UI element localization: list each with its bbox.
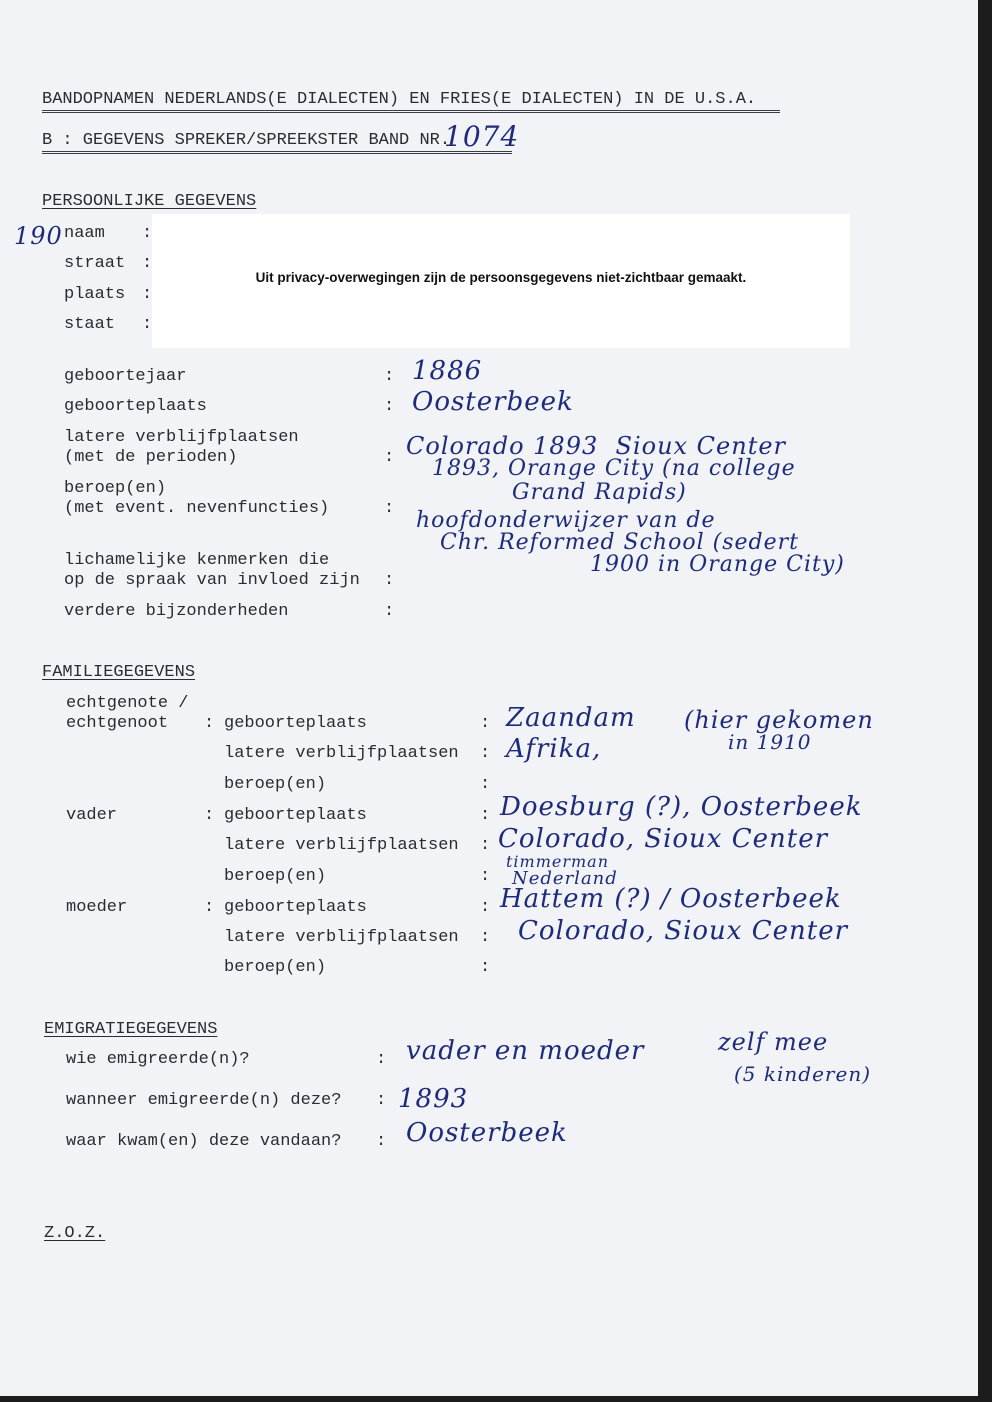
label-echtgenote: echtgenote / bbox=[66, 694, 189, 713]
colon: : bbox=[384, 571, 395, 590]
label-staat: staat bbox=[64, 315, 116, 334]
answer-wanneer: 1893 bbox=[398, 1084, 469, 1114]
father-geboorteplaats: Doesburg (?), Oosterbeek bbox=[500, 792, 863, 822]
value-beroep-line3: 1900 in Orange City) bbox=[590, 552, 845, 577]
question-wie: wie emigreerde(n)? bbox=[66, 1050, 250, 1069]
label-naam: naam bbox=[64, 224, 105, 243]
colon: : bbox=[376, 1091, 387, 1110]
father-beroep-line1: timmerman bbox=[506, 852, 610, 871]
label-kenmerken: lichamelijke kenmerken die bbox=[64, 551, 330, 570]
mother-field-beroep: beroep(en) bbox=[224, 958, 327, 977]
colon: : bbox=[480, 958, 491, 977]
label-verblijfplaatsen: latere verblijfplaatsen bbox=[64, 428, 299, 447]
colon: : bbox=[480, 806, 491, 825]
colon: : bbox=[204, 806, 215, 825]
value-geboorteplaats: Oosterbeek bbox=[412, 387, 574, 417]
colon: : bbox=[480, 898, 491, 917]
label-geboorteplaats: geboorteplaats bbox=[64, 397, 207, 416]
label-bijzonderheden: verdere bijzonderheden bbox=[64, 602, 289, 621]
label-echtgenoot: echtgenoot bbox=[66, 714, 169, 733]
colon: : bbox=[204, 714, 215, 733]
answer-wie-note-line2: (5 kinderen) bbox=[734, 1062, 871, 1086]
privacy-notice: Uit privacy-overwegingen zijn de persoonsgegevens niet-zichtbaar gemaakt. bbox=[255, 270, 747, 285]
value-verblijf-line2: 1893, Orange City (na college bbox=[432, 456, 796, 481]
spouse-note-line2: in 1910 bbox=[728, 730, 812, 754]
colon: : bbox=[142, 224, 153, 243]
mother-field-verblijf: latere verblijfplaatsen bbox=[224, 928, 459, 947]
label-nevenfuncties: (met event. nevenfuncties) bbox=[64, 499, 330, 518]
father-verblijf: Colorado, Sioux Center bbox=[498, 824, 829, 854]
label-beroep: beroep(en) bbox=[64, 479, 167, 498]
colon: : bbox=[142, 254, 153, 273]
colon: : bbox=[384, 367, 395, 386]
answer-wie: vader en moeder bbox=[406, 1036, 645, 1066]
value-beroep-line2: Chr. Reformed School (sedert bbox=[440, 530, 799, 555]
colon: : bbox=[376, 1050, 387, 1069]
colon: : bbox=[384, 397, 395, 416]
value-beroep-line1: hoofdonderwijzer van de bbox=[416, 508, 716, 533]
colon: : bbox=[204, 898, 215, 917]
colon: : bbox=[480, 867, 491, 886]
family-data-heading: FAMILIEGEGEVENS bbox=[42, 663, 196, 682]
band-number: 1074 bbox=[444, 120, 520, 153]
mother-verblijf: Colorado, Sioux Center bbox=[518, 916, 849, 946]
spouse-geboorteplaats: Zaandam bbox=[506, 703, 636, 733]
value-verblijf-line3: Grand Rapids) bbox=[512, 480, 687, 505]
mother-geboorteplaats: Hattem (?) / Oosterbeek bbox=[500, 884, 842, 914]
value-geboortejaar: 1886 bbox=[412, 356, 483, 386]
title-double-rule bbox=[42, 110, 780, 113]
label-straat: straat bbox=[64, 254, 126, 273]
spouse-note-line1: (hier gekomen bbox=[684, 706, 874, 734]
margin-note: 190 bbox=[14, 222, 63, 250]
question-wanneer: wanneer emigreerde(n) deze? bbox=[66, 1091, 342, 1110]
father-field-beroep: beroep(en) bbox=[224, 867, 327, 886]
form-title: BANDOPNAMEN NEDERLANDS(E DIALECTEN) EN FRIES(E DIALECTEN) IN DE U.S.A. bbox=[42, 90, 757, 109]
colon: : bbox=[384, 499, 395, 518]
answer-wie-note-line1: zelf mee bbox=[718, 1028, 829, 1056]
mother-field-geboorteplaats: geboorteplaats bbox=[224, 898, 367, 917]
colon: : bbox=[480, 714, 491, 733]
zoz-footer: Z.O.Z. bbox=[44, 1224, 106, 1243]
label-moeder: moeder bbox=[66, 898, 128, 917]
spouse-field-beroep: beroep(en) bbox=[224, 775, 327, 794]
colon: : bbox=[480, 836, 491, 855]
answer-waar: Oosterbeek bbox=[406, 1118, 568, 1148]
colon: : bbox=[142, 315, 153, 334]
personal-data-heading: PERSOONLIJKE GEGEVENS bbox=[42, 192, 257, 211]
father-field-geboorteplaats: geboorteplaats bbox=[224, 806, 367, 825]
label-geboortejaar: geboortejaar bbox=[64, 367, 187, 386]
colon: : bbox=[384, 448, 395, 467]
father-field-verblijf: latere verblijfplaatsen bbox=[224, 836, 459, 855]
colon: : bbox=[142, 285, 153, 304]
spouse-verblijf: Afrika, bbox=[506, 734, 602, 764]
colon: : bbox=[480, 775, 491, 794]
label-perioden: (met de perioden) bbox=[64, 448, 238, 467]
value-verblijf-line1: Colorado 1893 Sioux Center bbox=[406, 432, 787, 460]
form-subtitle: B : GEGEVENS SPREKER/SPREEKSTER BAND NR. bbox=[42, 131, 451, 150]
label-vader: vader bbox=[66, 806, 118, 825]
spouse-field-verblijf: latere verblijfplaatsen bbox=[224, 744, 459, 763]
spouse-field-geboorteplaats: geboorteplaats bbox=[224, 714, 367, 733]
father-beroep-line2: Nederland bbox=[512, 868, 618, 889]
label-plaats: plaats bbox=[64, 285, 126, 304]
colon: : bbox=[480, 928, 491, 947]
privacy-redaction-box bbox=[152, 214, 850, 348]
colon: : bbox=[480, 744, 491, 763]
emigration-data-heading: EMIGRATIEGEGEVENS bbox=[44, 1020, 218, 1039]
label-spraak: op de spraak van invloed zijn bbox=[64, 571, 360, 590]
subtitle-double-rule bbox=[42, 151, 512, 154]
colon: : bbox=[376, 1132, 387, 1151]
colon: : bbox=[384, 602, 395, 621]
question-waar: waar kwam(en) deze vandaan? bbox=[66, 1132, 342, 1151]
